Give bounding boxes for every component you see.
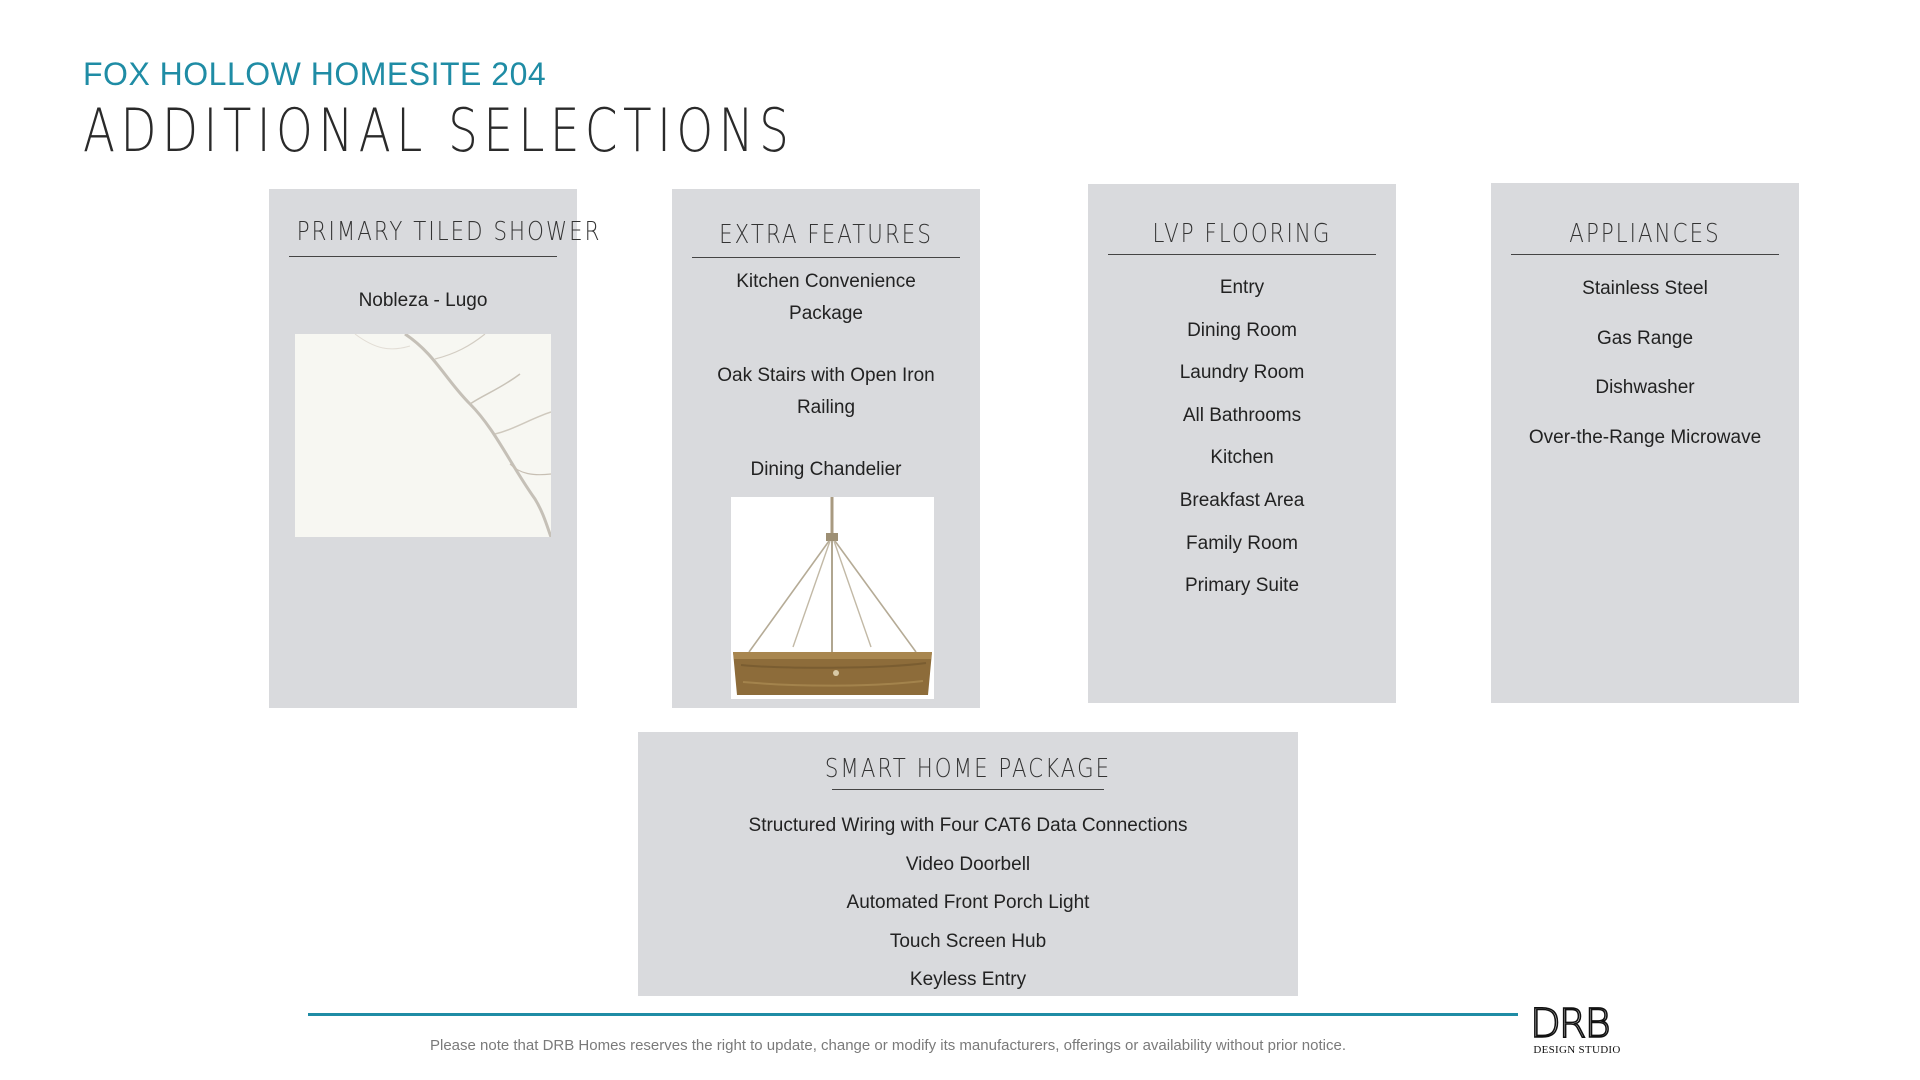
lvp-flooring-list <box>1088 272 1396 602</box>
shower-tile-name: Nobleza - Lugo <box>358 290 488 311</box>
smart-home-list <box>638 807 1298 1000</box>
appliance-item: Stainless Steel <box>1582 278 1708 299</box>
card-title: PRIMARY TILED SHOWER <box>296 217 602 247</box>
flooring-room-item: All Bathrooms <box>1182 404 1302 426</box>
lvp-flooring-card <box>1088 184 1396 703</box>
extra-features-card <box>672 189 980 708</box>
extra-feature-item: Kitchen Convenience Package <box>736 271 916 324</box>
appliance-item: Dishwasher <box>1595 377 1695 399</box>
flooring-room-item: Breakfast Area <box>1179 489 1305 511</box>
extra-feature-item: Dining Chandelier <box>750 459 902 480</box>
extra-feature-item: Oak Stairs with Open Iron Railing <box>717 365 935 418</box>
card-title: SMART HOME PACKAGE <box>824 754 1112 784</box>
appliance-item: Gas Range <box>1596 327 1694 349</box>
flooring-room-item: Dining Room <box>1187 319 1297 341</box>
smart-home-package-card <box>638 732 1298 996</box>
flooring-room-item: Entry <box>1219 277 1265 298</box>
card-title: EXTRA FEATURES <box>719 220 933 250</box>
appliances-list <box>1491 273 1799 454</box>
card-title-rule <box>1511 254 1779 255</box>
card-title: LVP FLOORING <box>1152 219 1332 249</box>
footer-divider <box>308 1013 1518 1016</box>
card-title: APPLIANCES <box>1569 219 1721 249</box>
card-title-rule <box>1108 254 1376 255</box>
smart-home-item: Automated Front Porch Light <box>846 892 1090 913</box>
marble-tile-image <box>295 334 551 537</box>
appliances-card <box>1491 183 1799 703</box>
chandelier-image <box>731 497 934 699</box>
flooring-room-item: Laundry Room <box>1179 362 1305 384</box>
page-title: ADDITIONAL SELECTIONS <box>83 96 795 166</box>
appliance-item: Over-the-Range Microwave <box>1528 426 1762 448</box>
smart-home-item: Touch Screen Hub <box>889 930 1047 952</box>
smart-home-item: Video Doorbell <box>905 853 1031 875</box>
logo-subtitle: DESIGN STUDIO <box>1533 1044 1621 1056</box>
smart-home-item: Keyless Entry <box>909 969 1027 990</box>
primary-tiled-shower-card <box>269 189 602 708</box>
flooring-room-item: Kitchen <box>1210 447 1274 469</box>
card-title-rule <box>289 256 557 257</box>
card-title-rule <box>692 257 960 258</box>
flooring-room-item: Primary Suite <box>1184 575 1300 597</box>
card-title-rule <box>832 789 1104 790</box>
homesite-subtitle: FOX HOLLOW HOMESITE 204 <box>83 56 547 92</box>
footer-disclaimer: Please note that DRB Homes reserves the right to update, change or modify its manufacturers, offerings or availability without prior notice. <box>429 1037 1346 1054</box>
flooring-room-item: Family Room <box>1186 532 1298 554</box>
svg-text:DRB: DRB <box>1530 1001 1609 1047</box>
smart-home-item: Structured Wiring with Four CAT6 Data Connections <box>748 815 1188 836</box>
